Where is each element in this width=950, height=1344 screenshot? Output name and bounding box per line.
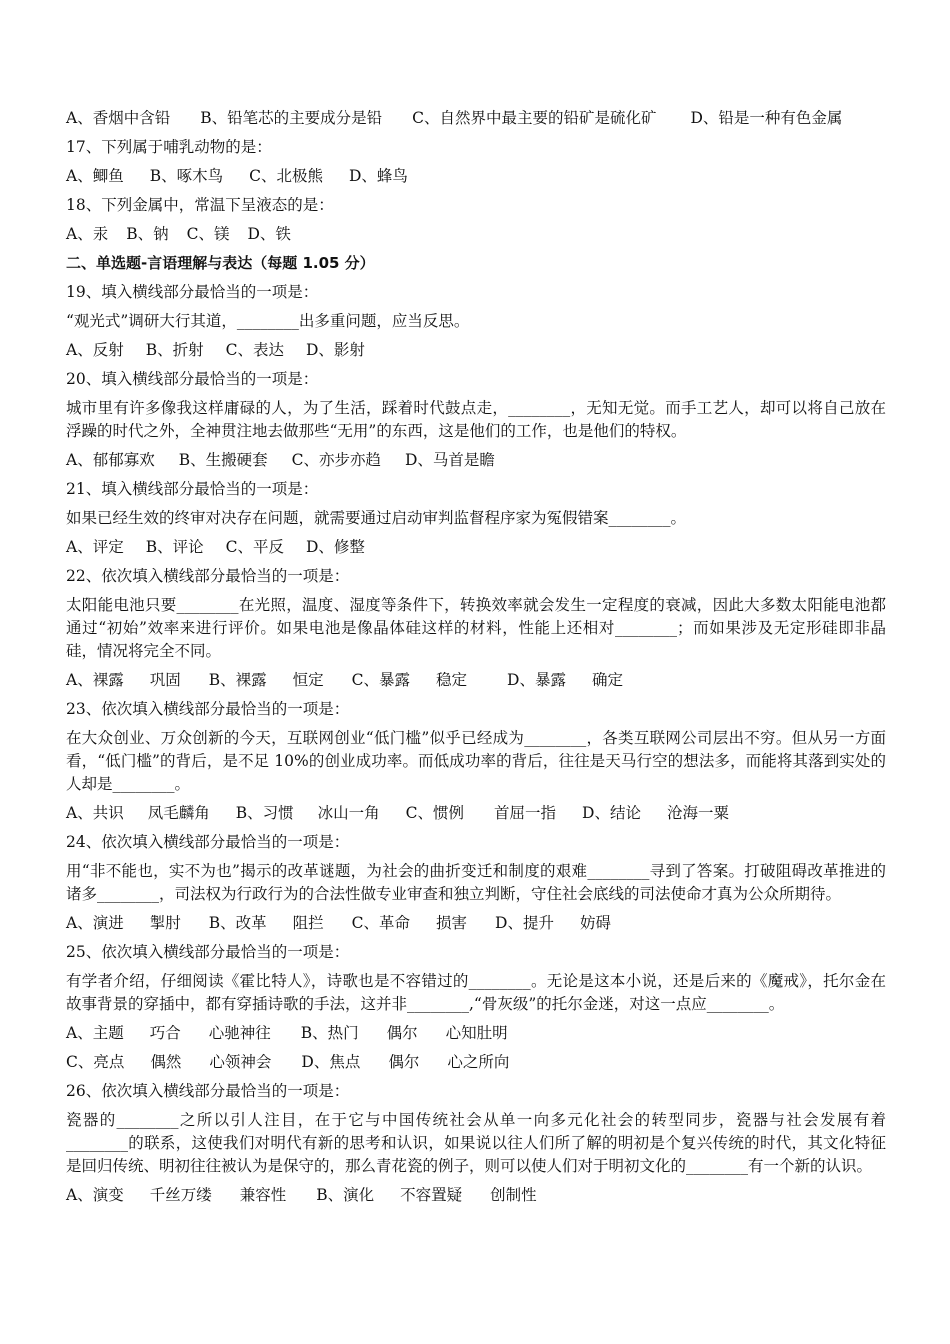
answer-option: A、香烟中含铅 (66, 109, 171, 127)
answer-option: 确定 (591, 671, 623, 689)
answer-option: 偶尔 (386, 1024, 418, 1042)
answer-option: 巧合 (149, 1024, 181, 1042)
document-page (66, 104, 886, 1210)
answer-options-row (66, 666, 886, 695)
answer-options-row (66, 1019, 886, 1048)
answer-option: A、评定 (66, 538, 124, 556)
answer-option: A、鲫鱼 (66, 167, 124, 185)
question-passage: 瓷器的________之所以引人注目，在于它与中国传统社会从单一向多元化社会的转型同步，瓷器与社会发展有着________的联系，这使我们对明代有新的思考和认识，如果说以往人们所了解的明初是个复兴传统的时代，其文化特征是回归传统、明初往往被认为是保守的，那么青花瓷的例子，则可以使人们对于明初文化的________有一个新的认识。 (66, 1111, 886, 1175)
answer-option: A、汞 (66, 225, 109, 243)
answer-option: 冰山一角 (317, 804, 380, 822)
answer-option: 稳定 (436, 671, 468, 689)
question-stem: 18、下列金属中，常温下呈液态的是： (66, 196, 334, 214)
question-passage: 有学者介绍，仔细阅读《霍比特人》，诗歌也是不容错过的________。无论是这本小说，还是后来的《魔戒》，托尔金在故事背景的穿插中，都有穿插诗歌的手法，这并非________,“骨灰级”的托尔金迷，对这一点应________。 (66, 972, 886, 1013)
answer-option: B、演化 (316, 1186, 375, 1204)
question-stem: 23、依次填入横线部分最恰当的一项是： (66, 700, 350, 718)
answer-option: C、自然界中最主要的铅矿是硫化矿 (412, 109, 657, 127)
question-stem: 21、填入横线部分最恰当的一项是： (66, 480, 319, 498)
answer-options-row (66, 336, 886, 365)
answer-option: D、结论 (582, 804, 641, 822)
question-stem: “观光式”调研大行其道，________出多重问题，应当反思。 (66, 312, 470, 330)
question-stem: 20、填入横线部分最恰当的一项是： (66, 370, 319, 388)
answer-option: C、亮点 (66, 1053, 125, 1071)
answer-option: B、评论 (145, 538, 204, 556)
answer-option: 不容置疑 (400, 1186, 463, 1204)
answer-option: A、反射 (66, 341, 124, 359)
answer-option: 凤毛麟角 (147, 804, 210, 822)
question-stem: 19、填入横线部分最恰当的一项是： (66, 283, 319, 301)
answer-option: C、暴露 (351, 671, 410, 689)
answer-option: 心之所向 (447, 1053, 510, 1071)
answer-option: C、革命 (351, 914, 410, 932)
answer-option: C、表达 (225, 341, 284, 359)
answer-options-row (66, 799, 886, 828)
answer-option: D、焦点 (301, 1053, 361, 1071)
answer-option: 心领神会 (209, 1053, 272, 1071)
answer-options-row (66, 1181, 886, 1210)
answer-option: B、铅笔芯的主要成分是铅 (200, 109, 383, 127)
answer-option: B、啄木鸟 (149, 167, 224, 185)
question-passage: 城市里有许多像我这样庸碌的人，为了生活，踩着时代鼓点走，________，无知无觉。而手工艺人，却可以将自己放在浮躁的时代之外，全神贯注地去做那些“无用”的东西，这是他们的工作，也是他们的特权。 (66, 399, 886, 440)
answer-options-row (66, 1048, 886, 1077)
question-stem: 25、依次填入横线部分最恰当的一项是： (66, 943, 350, 961)
question-stem: 26、依次填入横线部分最恰当的一项是： (66, 1082, 350, 1100)
answer-option: B、习惯 (235, 804, 294, 822)
question-stem: 24、依次填入横线部分最恰当的一项是： (66, 833, 350, 851)
answer-option: 偶然 (150, 1053, 182, 1071)
answer-option: C、惯例 (405, 804, 464, 822)
answer-options-row (66, 220, 886, 249)
answer-option: 首屈一指 (494, 804, 557, 822)
answer-option: A、郁郁寡欢 (66, 451, 155, 469)
answer-option: B、生搬硬套 (178, 451, 268, 469)
answer-option: B、热门 (300, 1024, 359, 1042)
answer-option: D、马首是瞻 (404, 451, 495, 469)
answer-option: 损害 (436, 914, 468, 932)
answer-option: 千丝万缕 (149, 1186, 212, 1204)
answer-option: B、钠 (126, 225, 169, 243)
answer-option: 沧海一粟 (666, 804, 729, 822)
answer-option: D、影射 (305, 341, 365, 359)
answer-options-row (66, 533, 886, 562)
answer-options-row (66, 162, 886, 191)
answer-option: 心驰神往 (208, 1024, 271, 1042)
answer-option: A、演变 (66, 1186, 124, 1204)
answer-option: D、铅是一种有色金属 (690, 109, 843, 127)
answer-option: D、暴露 (507, 671, 566, 689)
answer-options-row (66, 909, 886, 938)
answer-option: 兼容性 (239, 1186, 287, 1204)
question-passage: 在大众创业、万众创新的今天，互联网创业“低门槛”似乎已经成为________，各类互联网公司层出不穷。但从另一方面看，“低门槛”的背后，是不足 10%的创业成功率。而低成功率的背后，往往是天马行空的想法多，而能将其落到实处的人却是________。 (66, 729, 886, 793)
answer-option: 掣肘 (149, 914, 181, 932)
answer-options-row (66, 104, 886, 133)
answer-option: D、修整 (305, 538, 365, 556)
answer-option: 创制性 (490, 1186, 537, 1204)
answer-option: 阻拦 (292, 914, 324, 932)
section-heading: 二、单选题-言语理解与表达（每题 1.05 分） (66, 254, 375, 272)
answer-option: A、主题 (66, 1024, 124, 1042)
answer-option: C、镁 (186, 225, 230, 243)
answer-option: 偶尔 (388, 1053, 420, 1071)
answer-option: C、平反 (225, 538, 284, 556)
question-stem: 17、下列属于哺乳动物的是： (66, 138, 272, 156)
answer-option: A、共识 (66, 804, 124, 822)
answer-option: D、蜂鸟 (348, 167, 408, 185)
answer-option: 恒定 (292, 671, 324, 689)
answer-option: 心知肚明 (445, 1024, 508, 1042)
answer-option: 妨碍 (579, 914, 611, 932)
question-passage: 太阳能电池只要________在光照，温度、湿度等条件下，转换效率就会发生一定程度的衰减，因此大多数太阳能电池都通过“初始”效率来进行评价。如果电池是像晶体硅这样的材料，性能上还相对________；而如果涉及无定形硅即非晶硅，情况将完全不同。 (66, 596, 886, 660)
answer-option: B、裸露 (208, 671, 267, 689)
answer-option: C、亦步亦趋 (291, 451, 381, 469)
answer-option: D、铁 (247, 225, 291, 243)
answer-options-row (66, 446, 886, 475)
question-stem: 22、依次填入横线部分最恰当的一项是： (66, 567, 350, 585)
question-passage: 用“非不能也，实不为也”揭示的改革谜题，为社会的曲折变迁和制度的艰难________寻到了答案。打破阻碍改革推进的诸多________，司法权为行政行为的合法性做专业审查和独立判断，守住社会底线的司法使命才真为公众所期待。 (66, 862, 886, 903)
answer-option: B、改革 (208, 914, 267, 932)
answer-option: A、演进 (66, 914, 124, 932)
answer-option: B、折射 (145, 341, 204, 359)
answer-option: C、北极熊 (249, 167, 323, 185)
answer-option: 巩固 (149, 671, 181, 689)
answer-option: A、裸露 (66, 671, 124, 689)
answer-option: D、提升 (495, 914, 554, 932)
question-stem: 如果已经生效的终审对决存在问题，就需要通过启动审判监督程序家为冤假错案________。 (66, 509, 687, 527)
